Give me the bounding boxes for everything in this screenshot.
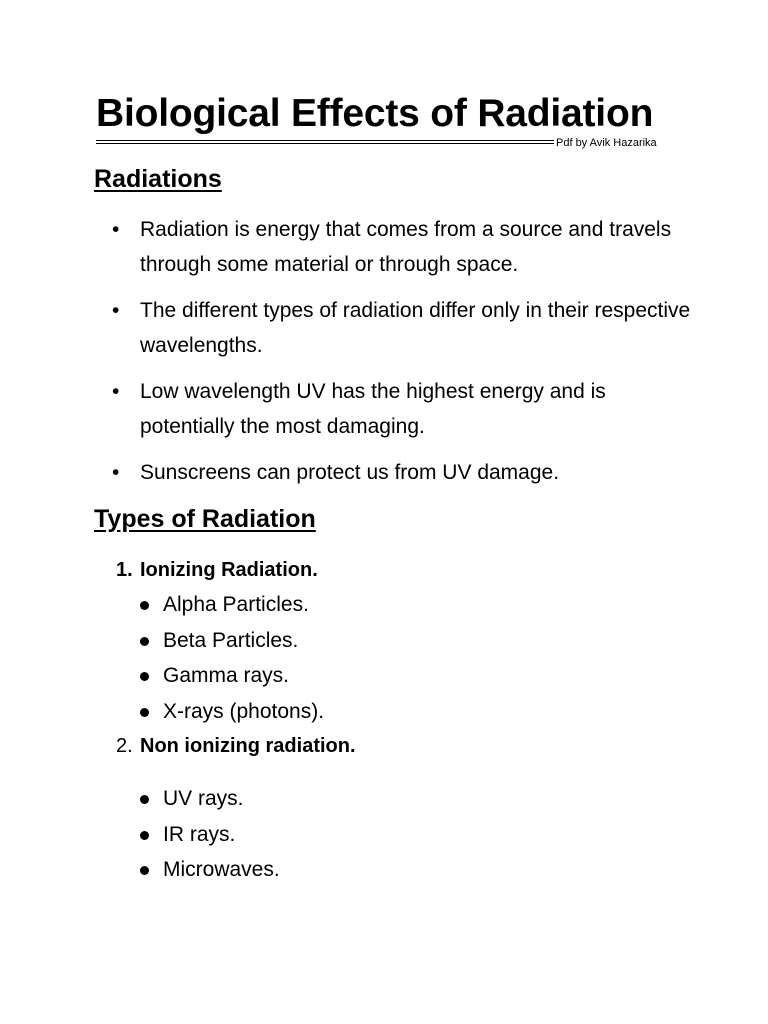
bullet-dot-icon (140, 831, 149, 840)
numbered-item-non-ionizing (116, 732, 356, 760)
author-byline: Pdf by Avik Hazarika (556, 137, 657, 149)
list-item-text: The different types of radiation differ only in their respective wavelengths. (140, 299, 691, 357)
item-number: 1. (116, 559, 133, 581)
bullet-icon: • (112, 299, 120, 322)
list-item (138, 587, 324, 623)
document-title: Biological Effects of Radiation (96, 92, 654, 135)
bullet-icon: • (112, 461, 120, 484)
bullet-dot-icon (140, 795, 149, 804)
rule-line-top (96, 140, 554, 141)
non-ionizing-sub-list (138, 781, 280, 888)
bullet-dot-icon (140, 672, 149, 681)
list-item-text: Low wavelength UV has the highest energy and is potentially the most damaging. (140, 380, 606, 438)
ionizing-sub-list (138, 587, 324, 729)
list-item (138, 781, 280, 817)
list-item (112, 212, 692, 282)
bullet-dot-icon (140, 637, 149, 646)
bullet-icon: • (112, 380, 120, 403)
list-item (112, 455, 692, 490)
list-item (138, 658, 324, 694)
bullet-icon: • (112, 218, 120, 241)
list-item (112, 293, 692, 363)
rule-line-bottom (96, 143, 554, 144)
list-item (138, 694, 324, 730)
list-item-text: X-rays (photons). (163, 699, 325, 723)
list-item-text: Beta Particles. (163, 628, 299, 652)
bullet-dot-icon (140, 708, 149, 717)
list-item-text: Alpha Particles. (163, 593, 309, 616)
list-item-text: Radiation is energy that comes from a source and travels through some material or through space. (140, 218, 672, 276)
list-item-text: UV rays. (163, 787, 244, 810)
list-item-text: IR rays. (163, 822, 236, 846)
list-item-text: Microwaves. (163, 858, 280, 881)
item-title: Ionizing Radiation. (140, 559, 318, 581)
title-underline-rule (96, 140, 554, 145)
bullet-dot-icon (140, 866, 149, 875)
list-item (138, 852, 280, 888)
item-title: Non ionizing radiation. (140, 735, 356, 757)
list-item (112, 374, 692, 444)
list-item-text: Gamma rays. (163, 664, 290, 687)
section-heading-radiations: Radiations (94, 165, 222, 193)
section-heading-types-of-radiation: Types of Radiation (94, 505, 316, 533)
bullet-dot-icon (140, 601, 149, 610)
radiations-bullet-list (112, 212, 692, 501)
list-item (138, 623, 324, 659)
list-item (138, 817, 280, 853)
numbered-item-ionizing (116, 556, 318, 584)
item-number: 2. (116, 735, 133, 757)
list-item-text: Sunscreens can protect us from UV damage. (140, 461, 560, 484)
